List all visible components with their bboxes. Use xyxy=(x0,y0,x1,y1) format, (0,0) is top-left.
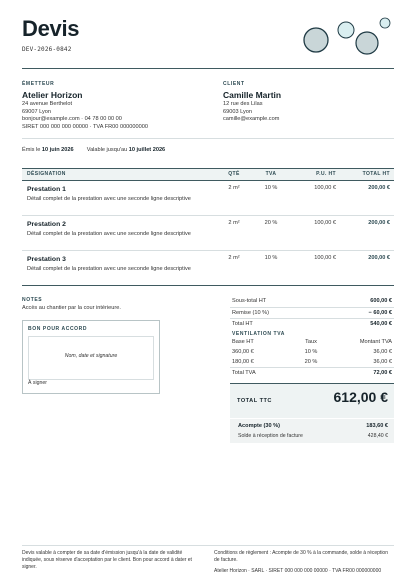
item-qty: 2 m² xyxy=(228,255,240,261)
vat-row-amount: 36,00 € xyxy=(373,349,392,355)
circle-medium xyxy=(356,32,378,54)
item-name: Prestation 3 xyxy=(27,256,66,263)
item-total: 200,00 € xyxy=(368,185,390,191)
total-vat-label: Total TVA xyxy=(232,369,256,376)
item-qty: 2 m² xyxy=(228,220,240,226)
item-qty: 2 m² xyxy=(228,185,240,191)
issued-date: 10 juin 2026 xyxy=(41,147,74,153)
emitter-address-line1: 24 avenue Berthelot xyxy=(22,101,73,107)
deposit-value: 183,60 € xyxy=(366,423,388,429)
subtotal-value: 600,00 € xyxy=(370,298,392,304)
vat-breakdown-label: VENTILATION TVA xyxy=(232,330,285,337)
vat-row-rate: 20 % xyxy=(304,358,318,365)
vat-row-base: 180,00 € xyxy=(232,358,254,365)
totals-divider xyxy=(230,307,394,308)
client-email[interactable]: camille@example.com xyxy=(223,116,280,122)
item-vat: 20 % xyxy=(264,220,278,226)
emitter-contact: bonjour@example.com · 04 78 00 00 00 xyxy=(22,116,122,122)
vat-row-rate: 10 % xyxy=(304,349,318,355)
sign-caption: À signer xyxy=(28,380,48,386)
item-total: 200,00 € xyxy=(368,255,390,261)
client-address-line1: 12 rue des Lilas xyxy=(223,101,263,107)
item-name: Prestation 1 xyxy=(27,186,66,193)
item-description: Détail complet de la prestation avec une seconde ligne descriptive xyxy=(27,231,191,237)
item-name: Prestation 2 xyxy=(27,221,66,228)
footer-payment-terms: Conditions de règlement : Acompte de 30 % à la commande, solde à réception de facture. xyxy=(214,550,388,563)
subtotal-label: Sous-total HT xyxy=(232,298,267,304)
emitter-address-line2: 69007 Lyon xyxy=(22,108,52,115)
emitter-ids: SIRET 000 000 000 00000 · TVA FR00 000000000 xyxy=(22,123,148,130)
vat-row-amount: 36,00 € xyxy=(373,358,392,365)
item-unit-price: 100,00 € xyxy=(314,185,336,191)
balance-label: Solde à réception de facture xyxy=(238,433,303,439)
signature-placeholder: Nom, date et signature xyxy=(64,353,118,359)
item-total: 200,00 € xyxy=(368,220,390,226)
footer-legal: Atelier Horizon · SARL · SIRET 000 000 000 00000 · TVA FR00 000000000 xyxy=(214,568,382,574)
vat-row-base: 360,00 € xyxy=(232,349,254,355)
col-vat: TVA xyxy=(265,171,277,177)
total-ht-label: Total HT xyxy=(232,320,253,327)
decorative-circles xyxy=(300,14,400,64)
row-divider xyxy=(22,250,394,251)
row-divider xyxy=(22,215,394,216)
circle-tiny xyxy=(380,18,390,28)
valid-prefix: Valable jusqu'au xyxy=(86,147,128,153)
item-vat: 10 % xyxy=(264,255,278,261)
col-total: TOTAL HT xyxy=(362,171,390,177)
totals-divider xyxy=(230,367,394,368)
notes-text: Accès au chantier par la cour intérieure. xyxy=(22,305,121,311)
table-bottom-rule xyxy=(22,285,394,286)
vat-col-rate: Taux xyxy=(305,339,317,345)
item-vat: 10 % xyxy=(264,185,278,191)
footer-validity: Devis valable à compter de sa date d'émission jusqu'à la date de validité indiquée, sous réserve d'acceptation par le client. Bon pour accord à dater et signer. xyxy=(22,550,192,570)
total-ttc-label: TOTAL TTC xyxy=(237,398,272,404)
parties-divider xyxy=(22,138,394,139)
col-designation: DÉSIGNATION xyxy=(27,171,66,177)
deposit-label: Acompte (30 %) xyxy=(238,423,280,429)
emitter-label: ÉMETTEUR xyxy=(22,81,55,87)
col-qty: QTÉ xyxy=(228,171,240,177)
client-address-line2: 69003 Lyon xyxy=(223,108,253,115)
items-table-header xyxy=(22,168,394,181)
document-title: Devis xyxy=(22,16,80,41)
notes-label: NOTES xyxy=(22,297,43,303)
client-name: Camille Martin xyxy=(223,90,282,100)
vat-col-amount: Montant TVA xyxy=(359,339,392,345)
header-divider xyxy=(22,68,394,69)
circle-small-light xyxy=(338,22,354,38)
quote-reference: DEV-2026-0842 xyxy=(22,46,72,53)
discount-label: Remise (10 %) xyxy=(232,309,269,316)
balance-value: 428,40 € xyxy=(367,433,388,439)
approval-label: BON POUR ACCORD xyxy=(28,326,88,332)
totals-divider xyxy=(230,318,394,319)
item-description: Détail complet de la prestation avec une seconde ligne descriptive xyxy=(27,266,191,272)
quote-dates xyxy=(22,147,165,153)
issued-prefix: Émis le xyxy=(22,147,41,153)
total-vat-value: 72,00 € xyxy=(373,369,392,376)
total-ttc-value: 612,00 € xyxy=(333,389,388,405)
item-unit-price: 100,00 € xyxy=(314,255,336,261)
item-description: Détail complet de la prestation avec une seconde ligne descriptive xyxy=(27,196,191,202)
total-ht-value: 540,00 € xyxy=(370,320,392,327)
emitter-name: Atelier Horizon xyxy=(22,90,83,100)
col-unit-price: P.U. HT xyxy=(316,171,336,177)
item-unit-price: 100,00 € xyxy=(314,220,336,226)
client-label: CLIENT xyxy=(223,81,245,87)
valid-date: 10 juillet 2026 xyxy=(128,147,166,153)
discount-value: − 60,00 € xyxy=(368,309,392,316)
vat-col-base: Base HT xyxy=(232,339,254,345)
circle-large-dark xyxy=(304,28,328,52)
footer-divider xyxy=(22,545,394,546)
